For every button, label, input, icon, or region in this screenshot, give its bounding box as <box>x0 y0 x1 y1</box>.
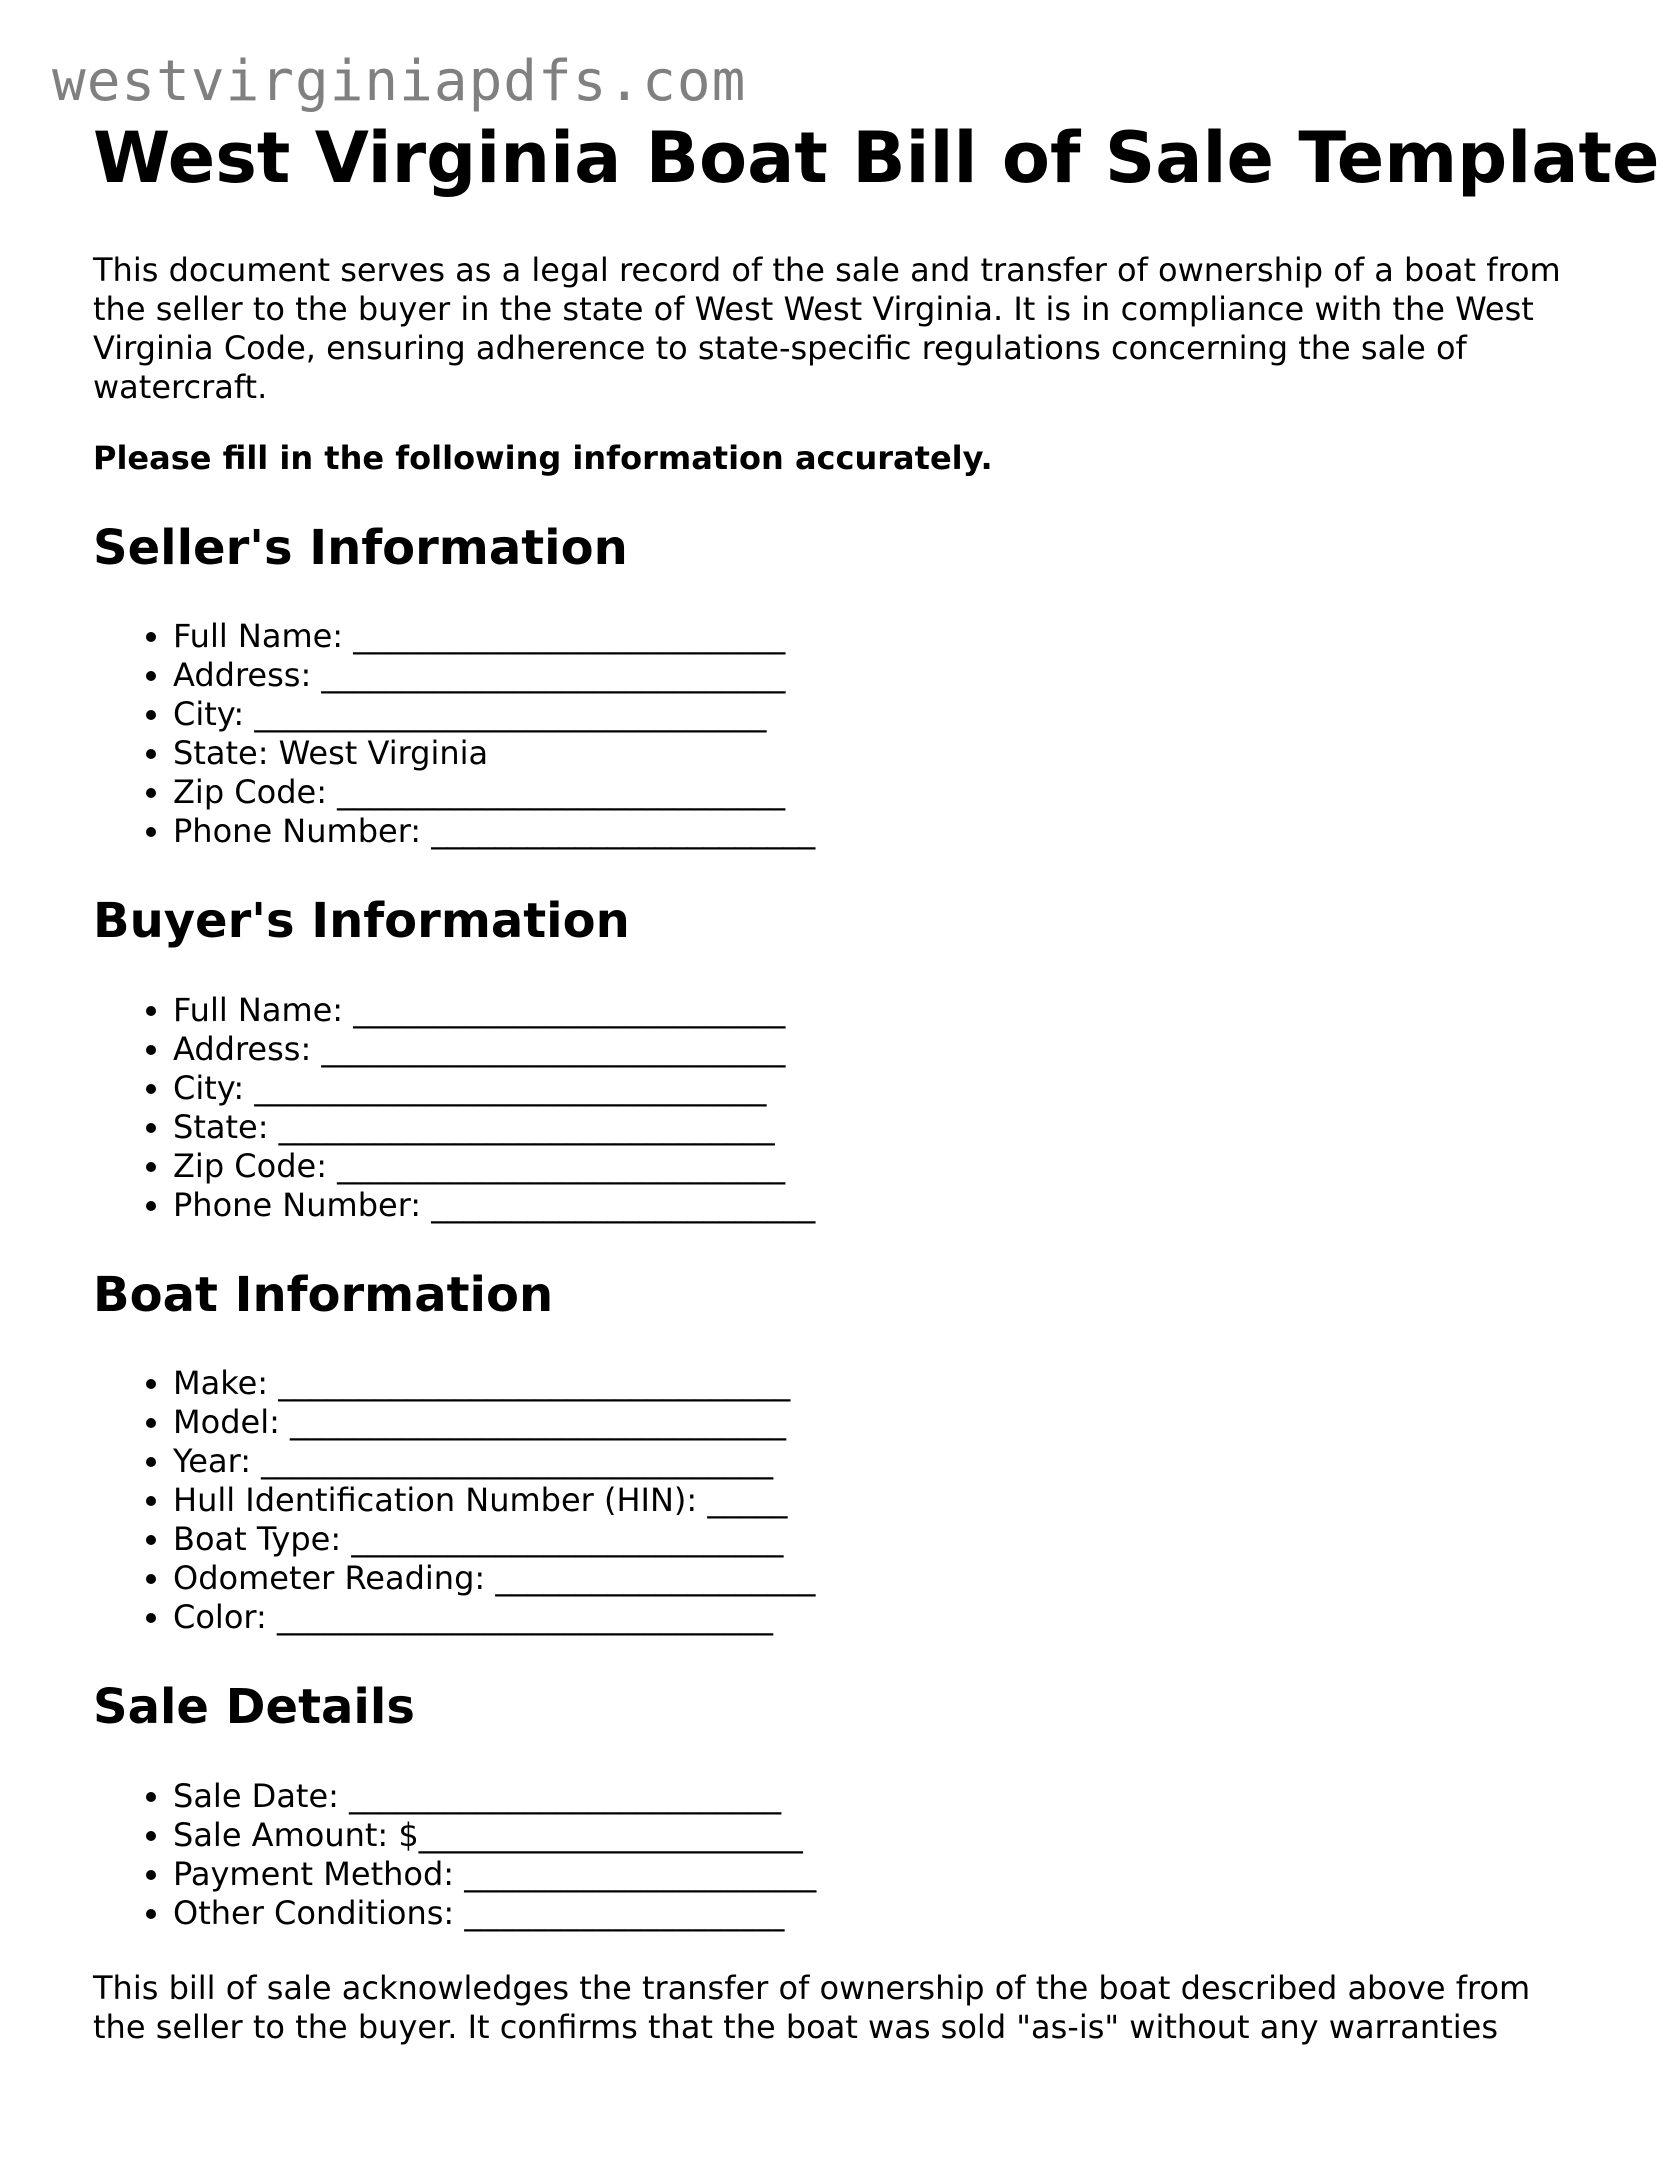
buyer-phone-field[interactable]: • Phone Number: ________________________ <box>173 1186 1573 1225</box>
boat-color-field[interactable]: • Color: _______________________________ <box>173 1598 1573 1637</box>
buyer-state-field[interactable]: • State: _______________________________ <box>173 1108 1573 1147</box>
sale-fields <box>93 1777 1573 1933</box>
watermark: westvirginiapdfs.com <box>52 49 747 114</box>
page-title: West Virginia Boat Bill of Sale Template <box>93 117 1660 199</box>
seller-address-field[interactable]: • Address: _____________________________ <box>173 656 1573 695</box>
buyer-fields <box>93 991 1573 1225</box>
seller-phone-field[interactable]: • Phone Number: ________________________ <box>173 812 1573 851</box>
buyer-address-field[interactable]: • Address: _____________________________ <box>173 1030 1573 1069</box>
other-conditions-field[interactable]: • Other Conditions: ____________________ <box>173 1894 1573 1933</box>
seller-full-name-field[interactable]: • Full Name: ___________________________ <box>173 617 1573 656</box>
boat-hin-field[interactable]: • Hull Identification Number (HIN): _____ <box>173 1481 1573 1520</box>
boat-year-field[interactable]: • Year: ________________________________ <box>173 1442 1573 1481</box>
seller-city-field[interactable]: • City: ________________________________ <box>173 695 1573 734</box>
buyer-heading: Buyer's Information <box>93 893 630 950</box>
buyer-zip-field[interactable]: • Zip Code: ____________________________ <box>173 1147 1573 1186</box>
document-page <box>93 117 1660 2047</box>
seller-zip-field[interactable]: • Zip Code: ____________________________ <box>173 773 1573 812</box>
boat-type-field[interactable]: • Boat Type: ___________________________ <box>173 1520 1573 1559</box>
sale-heading: Sale Details <box>93 1679 415 1736</box>
buyer-full-name-field[interactable]: • Full Name: ___________________________ <box>173 991 1573 1030</box>
boat-heading: Boat Information <box>93 1266 554 1323</box>
seller-state-field: • State: West Virginia <box>173 734 1573 773</box>
boat-model-field[interactable]: • Model: _______________________________ <box>173 1403 1573 1442</box>
boat-fields <box>93 1364 1573 1637</box>
buyer-city-field[interactable]: • City: ________________________________ <box>173 1069 1573 1108</box>
boat-odometer-field[interactable]: • Odometer Reading: ____________________ <box>173 1559 1573 1598</box>
boat-make-field[interactable]: • Make: ________________________________ <box>173 1364 1573 1403</box>
closing-paragraph: This bill of sale acknowledges the transfer of ownership of the boat described above from the seller to the buyer. It confirms that the boat was sold "as-is" without any warranties <box>93 1968 1531 2046</box>
sale-amount-field[interactable]: • Sale Amount: $________________________ <box>173 1816 1573 1855</box>
seller-fields <box>93 617 1573 851</box>
seller-heading: Seller's Information <box>93 519 628 576</box>
intro-paragraph: This document serves as a legal record of the sale and transfer of ownership of a boat from the seller to the buyer in the state of West West Virginia. It is in compliance with the West Virginia Code, ensuring adherence to state-specific regulations concerning the sale of watercraft. <box>93 250 1561 406</box>
sale-date-field[interactable]: • Sale Date: ___________________________ <box>173 1777 1573 1816</box>
instruction-text: Please fill in the following information accurately. <box>93 438 993 477</box>
payment-method-field[interactable]: • Payment Method: ______________________ <box>173 1855 1573 1894</box>
